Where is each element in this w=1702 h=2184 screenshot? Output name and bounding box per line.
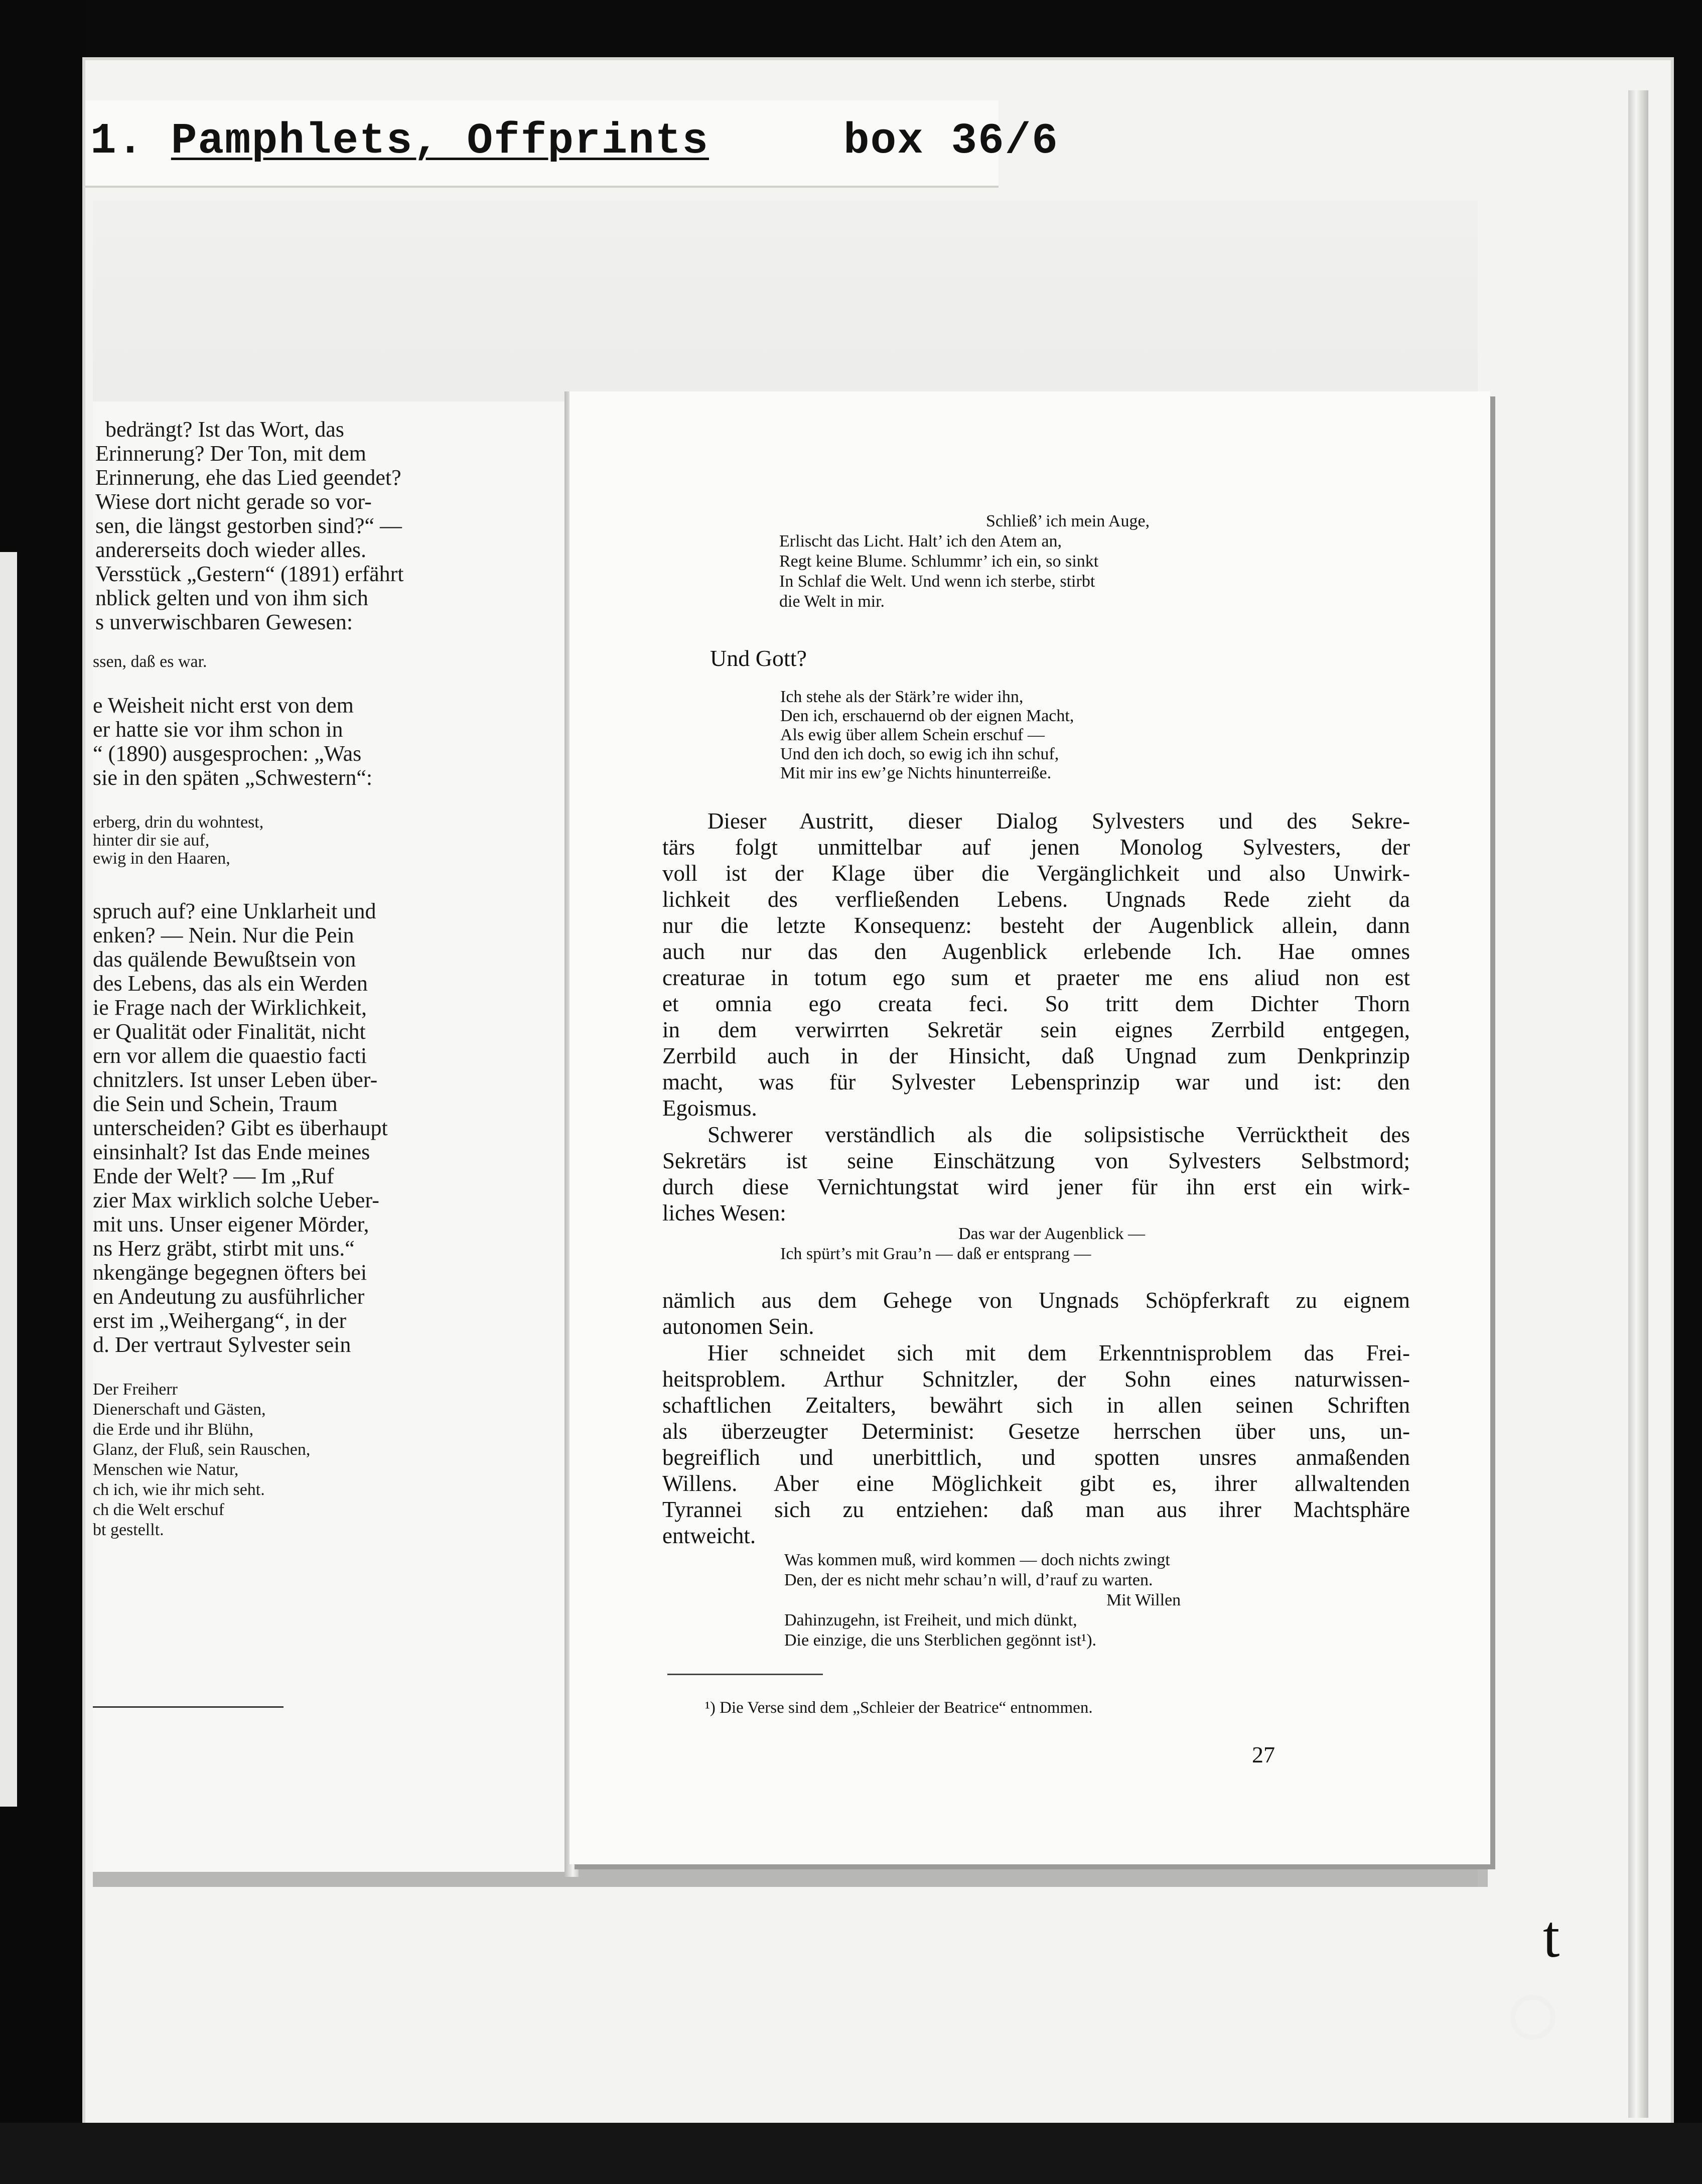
body-text-line: als überzeugter Determinist: Gesetze herrschen über uns, un- xyxy=(662,1419,1410,1444)
left-page-line: Versstück „Gestern“ (1891) erfährt xyxy=(95,562,404,586)
left-page-line: e Weisheit nicht erst von dem xyxy=(93,693,354,718)
left-page-line: ns Herz gräbt, stirbt mit uns.“ xyxy=(93,1236,355,1261)
left-page-line: zier Max wirklich solche Ueber- xyxy=(93,1188,379,1212)
right-page xyxy=(570,391,1490,1864)
left-page-line: ie Frage nach der Wirklichkeit, xyxy=(93,995,367,1020)
archive-label-text xyxy=(90,116,1059,166)
left-page-line: ewig in den Haaren, xyxy=(93,849,230,868)
body-text-line: liches Wesen: xyxy=(662,1200,786,1225)
body-text-line: Zerrbild auch in der Hinsicht, daß Ungnad zum Denkprinzip xyxy=(662,1043,1410,1068)
body-text-line: Sekretärs ist seine Einschätzung von Sylvesters Selbstmord; xyxy=(662,1148,1410,1173)
left-page-line: einsinhalt? Ist das Ende meines xyxy=(93,1140,370,1164)
verse-line: Ich spürt’s mit Grau’n — daß er entsprang — xyxy=(780,1245,1091,1263)
archive-mark: t xyxy=(1543,1903,1560,1970)
body-text-line: nämlich aus dem Gehege von Ungnads Schöpferkraft zu eignem xyxy=(662,1288,1410,1313)
scan-border-bottom xyxy=(0,2123,1702,2184)
left-page-line: Wiese dort nicht gerade so vor- xyxy=(95,489,372,514)
left-page-line: bedrängt? Ist das Wort, das xyxy=(105,417,344,442)
left-page-line: das quälende Bewußtsein von xyxy=(93,947,356,972)
left-page-line: nblick gelten und von ihm sich xyxy=(95,586,368,610)
page-number: 27 xyxy=(1252,1742,1275,1767)
verse-line: Die einzige, die uns Sterblichen gegönnt ist¹). xyxy=(784,1631,1097,1650)
left-page-line: andererseits doch wieder alles. xyxy=(95,537,366,562)
adjacent-page-strip xyxy=(0,552,17,1807)
body-text-line: heitsproblem. Arthur Schnitzler, der Sohn eines naturwissen- xyxy=(662,1367,1410,1392)
left-page-line: Dienerschaft und Gästen, xyxy=(93,1400,266,1419)
body-text-line: nur die letzte Konsequenz: besteht der Augenblick allein, dann xyxy=(662,913,1410,938)
verse-line: Den ich, erschauernd ob der eignen Macht, xyxy=(780,707,1074,725)
body-text-line: in dem verwirrten Sekretär sein eignes Zerrbild entgegen, xyxy=(662,1017,1410,1042)
verse-line: die Welt in mir. xyxy=(779,592,885,611)
left-page-line: s unverwischbaren Gewesen: xyxy=(95,610,353,634)
left-page xyxy=(93,401,569,1872)
left-page-line: die Erde und ihr Blühn, xyxy=(93,1420,254,1439)
verse-line: Mit Willen xyxy=(1106,1591,1181,1609)
body-text-line: tärs folgt unmittelbar auf jenen Monolog Sylvesters, der xyxy=(662,835,1410,860)
left-page-line: ch die Welt erschuf xyxy=(93,1500,224,1519)
label-title: Pamphlets, Offprints xyxy=(171,116,709,166)
verse-line: Ich stehe als der Stärk’re wider ihn, xyxy=(780,688,1024,706)
left-page-line: sen, die längst gestorben sind?“ — xyxy=(95,513,402,538)
verse-line: Den, der es nicht mehr schau’n will, d’rauf zu warten. xyxy=(784,1571,1153,1589)
body-text-line: lichkeit des verfließenden Lebens. Ungnads Rede zieht da xyxy=(662,887,1410,912)
body-text-line: Willens. Aber eine Möglichkeit gibt es, ihrer allwaltenden xyxy=(662,1471,1410,1496)
left-page-line: Ende der Welt? — Im „Ruf xyxy=(93,1164,334,1188)
left-page-line: chnitzlers. Ist unser Leben über- xyxy=(93,1067,378,1092)
left-page-end-rule xyxy=(93,1706,283,1708)
footnote: ¹) Die Verse sind dem „Schleier der Beatrice“ entnommen. xyxy=(705,1699,1093,1717)
verse-line: Und den ich doch, so ewig ich ihn schuf, xyxy=(780,745,1059,763)
body-text-line: autonomen Sein. xyxy=(662,1314,814,1339)
verse-line: In Schlaf die Welt. Und wenn ich sterbe, stirbt xyxy=(779,572,1095,591)
body-text-line: Hier schneidet sich mit dem Erkenntnisproblem das Frei- xyxy=(707,1340,1410,1366)
left-page-line: enken? — Nein. Nur die Pein xyxy=(93,923,354,947)
left-page-line: ern vor allem die quaestio facti xyxy=(93,1043,367,1068)
punch-hole xyxy=(1510,1995,1555,2040)
body-text-line: macht, was für Sylvester Lebensprinzip war und ist: den xyxy=(662,1069,1410,1095)
left-page-line: spruch auf? eine Unklarheit und xyxy=(93,899,376,923)
left-page-line: nkengänge begegnen öfters bei xyxy=(93,1260,367,1285)
left-page-line: Der Freiherr xyxy=(93,1380,178,1399)
sheet-edge xyxy=(1628,90,1648,2118)
left-page-line: unterscheiden? Gibt es überhaupt xyxy=(93,1116,388,1140)
verse-line: Schließ’ ich mein Auge, xyxy=(986,512,1150,530)
left-page-line: des Lebens, das als ein Werden xyxy=(93,971,368,996)
left-page-line: hinter dir sie auf, xyxy=(93,831,210,850)
body-text-line: schaftlichen Zeitalters, bewährt sich in allen seinen Schriften xyxy=(662,1393,1410,1418)
verse-line: Dahinzugehn, ist Freiheit, und mich dünkt, xyxy=(784,1611,1077,1629)
body-text-line: voll ist der Klage über die Vergänglichkeit und also Unwirk- xyxy=(662,861,1410,886)
body-text-line: Egoismus. xyxy=(662,1096,757,1121)
body-text-line: Schwerer verständlich als die solipsistische Verrücktheit des xyxy=(707,1122,1410,1147)
section-heading: Und Gott? xyxy=(710,645,807,671)
body-text-line: entweicht. xyxy=(662,1523,756,1548)
verse-line: Mit mir ins ew’ge Nichts hinunterreiße. xyxy=(780,764,1052,782)
left-page-line: die Sein und Schein, Traum xyxy=(93,1091,338,1116)
left-page-line: en Andeutung zu ausführlicher xyxy=(93,1284,365,1309)
body-text-line: Tyrannei sich zu entziehen: daß man aus ihrer Machtsphäre xyxy=(662,1497,1410,1522)
left-page-line: “ (1890) ausgesprochen: „Was xyxy=(93,741,362,766)
body-text-line: durch diese Vernichtungstat wird jener für ihn erst ein wirk- xyxy=(662,1174,1410,1199)
body-text-line: begreiflich und unerbittlich, und spotten unsres anmaßenden xyxy=(662,1445,1410,1470)
body-text-line: Dieser Austritt, dieser Dialog Sylvesters und des Sekre- xyxy=(707,808,1410,834)
left-page-line: Erinnerung? Der Ton, mit dem xyxy=(95,441,366,466)
left-page-line: bt gestellt. xyxy=(93,1521,164,1539)
footnote-rule xyxy=(667,1674,823,1675)
left-page-line: Menschen wie Natur, xyxy=(93,1460,239,1479)
body-text-line: auch nur das den Augenblick erlebende Ich. Hae omnes xyxy=(662,939,1410,964)
verse-line: Was kommen muß, wird kommen — doch nichts zwingt xyxy=(784,1551,1170,1569)
verse-line: Als ewig über allem Schein erschuf — xyxy=(780,726,1045,744)
left-page-line: sie in den späten „Schwestern“: xyxy=(93,765,373,790)
left-page-line: erst im „Weihergang“, in der xyxy=(93,1308,347,1333)
left-page-line: Glanz, der Fluß, sein Rauschen, xyxy=(93,1440,311,1459)
left-page-line: mit uns. Unser eigener Mörder, xyxy=(93,1212,369,1237)
left-page-line: ssen, daß es war. xyxy=(93,652,207,671)
label-box: box 36/6 xyxy=(843,116,1059,166)
left-page-line: Erinnerung, ehe das Lied geendet? xyxy=(95,465,401,490)
verse-line: Regt keine Blume. Schlummr’ ich ein, so sinkt xyxy=(779,552,1099,571)
left-page-line: er Qualität oder Finalität, nicht xyxy=(93,1019,366,1044)
left-page-line: d. Der vertraut Sylvester sein xyxy=(93,1332,351,1357)
left-page-line: ch ich, wie ihr mich seht. xyxy=(93,1480,265,1499)
verse-line: Das war der Augenblick — xyxy=(958,1224,1146,1243)
label-number: 1. xyxy=(90,116,145,166)
left-page-line: erberg, drin du wohntest, xyxy=(93,813,264,832)
body-text-line: et omnia ego creata feci. So tritt dem Dichter Thorn xyxy=(662,991,1410,1016)
left-page-line: er hatte sie vor ihm schon in xyxy=(93,717,343,742)
body-text-line: creaturae in totum ego sum et praeter me ens aliud non est xyxy=(662,965,1410,990)
verse-line: Erlischt das Licht. Halt’ ich den Atem an, xyxy=(779,532,1062,551)
